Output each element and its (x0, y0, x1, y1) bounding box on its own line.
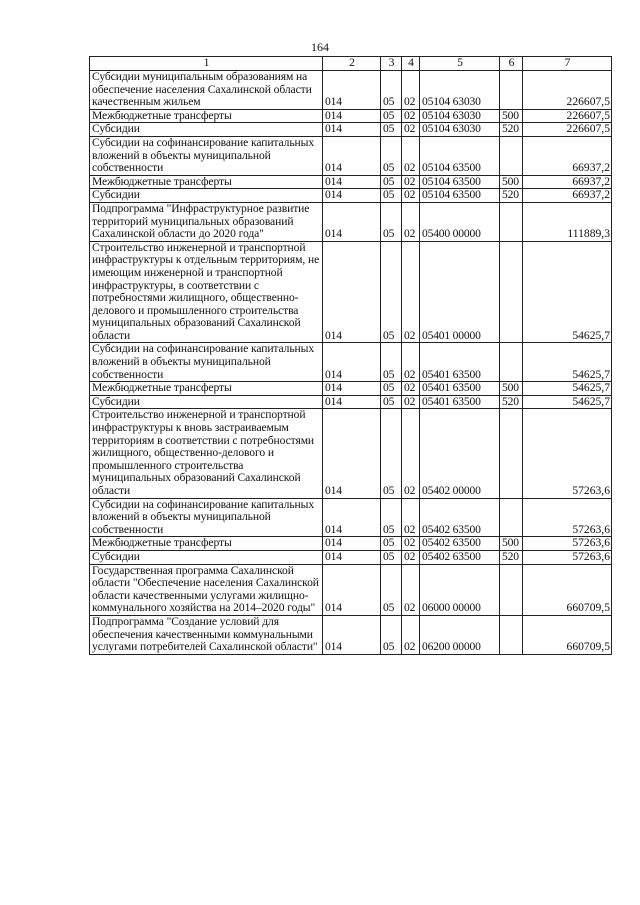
ministry-code: 014 (323, 550, 381, 564)
amount-value: 226607,5 (523, 123, 612, 137)
subsection-code: 02 (402, 202, 420, 241)
section-code: 05 (381, 343, 402, 382)
subsection-code: 02 (402, 564, 420, 615)
target-article-code: 06000 00000 (420, 564, 500, 615)
subsection-code: 02 (402, 109, 420, 123)
row-name: Строительство инженерной и транспортной инфраструктуры к вновь застраиваемым территориям в соответствии с потребностями жилищного, общественно-делового и промышленного строительства муниципальных образований Сахалинской области (90, 409, 323, 498)
section-code: 05 (381, 382, 402, 396)
table-row (90, 498, 612, 537)
amount-value: 226607,5 (523, 71, 612, 110)
subsection-code: 02 (402, 343, 420, 382)
subsection-code: 02 (402, 409, 420, 498)
table-row (90, 550, 612, 564)
expense-type-code (500, 409, 523, 498)
section-code: 05 (381, 564, 402, 615)
expense-type-code: 520 (500, 189, 523, 203)
table-row (90, 395, 612, 409)
target-article-code: 05401 63500 (420, 395, 500, 409)
subsection-code: 02 (402, 241, 420, 343)
expense-type-code: 520 (500, 395, 523, 409)
section-code: 05 (381, 550, 402, 564)
subsection-code: 02 (402, 537, 420, 551)
table-row (90, 189, 612, 203)
subsection-code: 02 (402, 615, 420, 654)
target-article-code: 05400 00000 (420, 202, 500, 241)
expense-type-code: 520 (500, 550, 523, 564)
table-row (90, 382, 612, 396)
target-article-code: 05402 63500 (420, 550, 500, 564)
header-cell: 3 (381, 57, 402, 71)
row-name: Межбюджетные трансферты (90, 109, 323, 123)
ministry-code: 014 (323, 395, 381, 409)
target-article-code: 05402 63500 (420, 537, 500, 551)
ministry-code: 014 (323, 189, 381, 203)
target-article-code: 05104 63500 (420, 175, 500, 189)
table-row (90, 537, 612, 551)
target-article-code: 05402 00000 (420, 409, 500, 498)
expense-type-code (500, 343, 523, 382)
section-code: 05 (381, 175, 402, 189)
ministry-code: 014 (323, 109, 381, 123)
ministry-code: 014 (323, 409, 381, 498)
subsection-code: 02 (402, 382, 420, 396)
ministry-code: 014 (323, 123, 381, 137)
amount-value: 54625,7 (523, 343, 612, 382)
target-article-code: 05401 63500 (420, 343, 500, 382)
subsection-code: 02 (402, 123, 420, 137)
subsection-code: 02 (402, 136, 420, 175)
section-code: 05 (381, 241, 402, 343)
target-article-code: 05104 63030 (420, 123, 500, 137)
ministry-code: 014 (323, 564, 381, 615)
target-article-code: 05104 63500 (420, 136, 500, 175)
ministry-code: 014 (323, 202, 381, 241)
amount-value: 111889,3 (523, 202, 612, 241)
expense-type-code: 500 (500, 537, 523, 551)
row-name: Подпрограмма "Создание условий для обеспечения качественными коммунальными услугами потребителей Сахалинской области" (90, 615, 323, 654)
target-article-code: 05401 63500 (420, 382, 500, 396)
amount-value: 54625,7 (523, 382, 612, 396)
row-name: Строительство инженерной и транспортной инфраструктуры к отдельным территориям, не имеющим инженерной и транспортной инфраструктуры, в соответствии с потребностями жилищного, общественно-делового и промышленного строительства муниципальных образований Сахалинской области (90, 241, 323, 343)
table-row (90, 409, 612, 498)
expense-type-code (500, 564, 523, 615)
section-code: 05 (381, 71, 402, 110)
row-name: Межбюджетные трансферты (90, 175, 323, 189)
table-row (90, 202, 612, 241)
row-name: Субсидии муниципальным образованиям на обеспечение населения Сахалинской области качественным жильем (90, 71, 323, 110)
row-name: Субсидии (90, 550, 323, 564)
amount-value: 54625,7 (523, 241, 612, 343)
amount-value: 57263,6 (523, 498, 612, 537)
table-row (90, 564, 612, 615)
table-row (90, 109, 612, 123)
amount-value: 66937,2 (523, 175, 612, 189)
table-row (90, 71, 612, 110)
header-cell: 4 (402, 57, 420, 71)
expense-type-code: 520 (500, 123, 523, 137)
amount-value: 226607,5 (523, 109, 612, 123)
amount-value: 660709,5 (523, 615, 612, 654)
row-name: Субсидии (90, 189, 323, 203)
section-code: 05 (381, 498, 402, 537)
expense-type-code (500, 615, 523, 654)
target-article-code: 05401 00000 (420, 241, 500, 343)
amount-value: 660709,5 (523, 564, 612, 615)
expense-type-code (500, 136, 523, 175)
header-cell: 6 (500, 57, 523, 71)
subsection-code: 02 (402, 395, 420, 409)
section-code: 05 (381, 189, 402, 203)
row-name: Субсидии на софинансирование капитальных вложений в объекты муниципальной собственности (90, 136, 323, 175)
table-row (90, 241, 612, 343)
row-name: Подпрограмма "Инфраструктурное развитие территорий муниципальных образований Сахалинской области до 2020 года" (90, 202, 323, 241)
table-row (90, 343, 612, 382)
row-name: Межбюджетные трансферты (90, 537, 323, 551)
section-code: 05 (381, 123, 402, 137)
target-article-code: 06200 00000 (420, 615, 500, 654)
ministry-code: 014 (323, 241, 381, 343)
ministry-code: 014 (323, 382, 381, 396)
amount-value: 54625,7 (523, 395, 612, 409)
amount-value: 57263,6 (523, 537, 612, 551)
budget-table (89, 56, 612, 655)
subsection-code: 02 (402, 498, 420, 537)
target-article-code: 05104 63030 (420, 109, 500, 123)
amount-value: 57263,6 (523, 409, 612, 498)
subsection-code: 02 (402, 175, 420, 189)
header-cell: 1 (90, 57, 323, 71)
table-row (90, 123, 612, 137)
header-row (90, 57, 612, 71)
target-article-code: 05104 63030 (420, 71, 500, 110)
page-number: 164 (311, 40, 329, 54)
section-code: 05 (381, 615, 402, 654)
ministry-code: 014 (323, 343, 381, 382)
ministry-code: 014 (323, 175, 381, 189)
subsection-code: 02 (402, 71, 420, 110)
table-row (90, 136, 612, 175)
amount-value: 66937,2 (523, 189, 612, 203)
row-name: Субсидии (90, 123, 323, 137)
expense-type-code (500, 71, 523, 110)
row-name: Субсидии на софинансирование капитальных вложений в объекты муниципальной собственности (90, 498, 323, 537)
header-cell: 5 (420, 57, 500, 71)
section-code: 05 (381, 109, 402, 123)
row-name: Субсидии на софинансирование капитальных вложений в объекты муниципальной собственности (90, 343, 323, 382)
section-code: 05 (381, 202, 402, 241)
subsection-code: 02 (402, 189, 420, 203)
expense-type-code: 500 (500, 382, 523, 396)
expense-type-code: 500 (500, 175, 523, 189)
ministry-code: 014 (323, 537, 381, 551)
section-code: 05 (381, 409, 402, 498)
expense-type-code (500, 498, 523, 537)
target-article-code: 05402 63500 (420, 498, 500, 537)
row-name: Субсидии (90, 395, 323, 409)
table-row (90, 615, 612, 654)
amount-value: 66937,2 (523, 136, 612, 175)
ministry-code: 014 (323, 71, 381, 110)
expense-type-code (500, 241, 523, 343)
row-name: Государственная программа Сахалинской области "Обеспечение населения Сахалинской области качественными услугами жилищно-коммунального хозяйства на 2014–2020 годы" (90, 564, 323, 615)
section-code: 05 (381, 395, 402, 409)
row-name: Межбюджетные трансферты (90, 382, 323, 396)
expense-type-code (500, 202, 523, 241)
header-cell: 2 (323, 57, 381, 71)
section-code: 05 (381, 136, 402, 175)
subsection-code: 02 (402, 550, 420, 564)
ministry-code: 014 (323, 136, 381, 175)
amount-value: 57263,6 (523, 550, 612, 564)
section-code: 05 (381, 537, 402, 551)
ministry-code: 014 (323, 498, 381, 537)
expense-type-code: 500 (500, 109, 523, 123)
target-article-code: 05104 63500 (420, 189, 500, 203)
ministry-code: 014 (323, 615, 381, 654)
table-row (90, 175, 612, 189)
header-cell: 7 (523, 57, 612, 71)
